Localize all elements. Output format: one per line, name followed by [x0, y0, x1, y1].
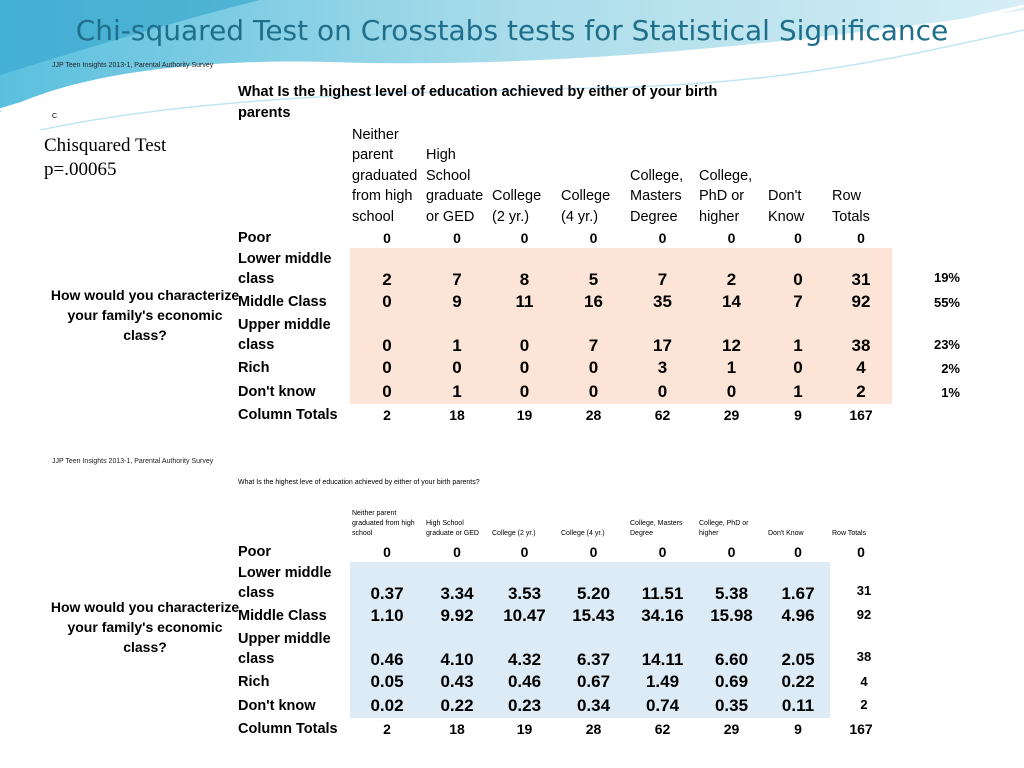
table-cell: 0	[350, 290, 424, 314]
column-header: College, Masters Degree	[630, 167, 684, 225]
table-row	[236, 562, 892, 604]
chisquared-result	[44, 134, 166, 182]
table-cell: 0	[490, 356, 559, 380]
source-label-top: JJP Teen Insights 2013-1, Parental Authority Survey	[52, 62, 214, 69]
table-cell: 1	[697, 356, 766, 380]
table-cell: 3.53	[490, 562, 559, 604]
row-label: Rich	[238, 674, 270, 690]
column-question-small: What Is the highest leve of education achieved by either of your birth parents?	[238, 479, 480, 486]
table-cell: 0	[559, 380, 628, 404]
table-cell: 0.22	[424, 694, 490, 718]
chisquared-test-label: Chisquared Test	[44, 135, 167, 156]
table-cell: 0	[658, 229, 667, 246]
table-cell: 0	[794, 229, 802, 246]
c-mark: C	[52, 113, 58, 120]
table-row	[236, 604, 892, 628]
table-cell: 9	[794, 407, 802, 423]
table-cell: 18	[449, 721, 465, 737]
table-cell: 1	[424, 314, 490, 356]
table-cell: 3.34	[424, 562, 490, 604]
row-label: Column Totals	[238, 721, 338, 737]
table-row	[236, 356, 892, 380]
table-cell: 0.11	[766, 694, 830, 718]
table-cell: 38	[830, 314, 892, 356]
table-cell: 0.67	[559, 670, 628, 694]
table-cell: 0	[727, 229, 736, 246]
table-cell: 4.96	[766, 604, 830, 628]
table-cell: 0.43	[424, 670, 490, 694]
table-cell: 0.05	[350, 670, 424, 694]
table-cell: 7	[424, 248, 490, 290]
table-cell: 0.22	[766, 670, 830, 694]
table-cell: 0	[857, 543, 865, 560]
column-header: High School graduate or GED	[426, 520, 479, 537]
table-cell: 14	[697, 290, 766, 314]
table-cell: 0.46	[490, 670, 559, 694]
table-cell: 29	[723, 721, 740, 737]
table-cell: 4.10	[424, 628, 490, 670]
table-cell: 5.20	[559, 562, 628, 604]
row-label: Rich	[238, 360, 270, 376]
row-label: Don't know	[238, 384, 316, 400]
table-cell: 0	[453, 229, 461, 246]
column-header: Row Totals	[832, 188, 870, 225]
table-cell: 31	[830, 248, 892, 290]
table-row	[236, 227, 892, 248]
column-header: Don't Know	[768, 188, 805, 225]
slide-title: Chi-squared Test on Crosstabs tests for Statistical Significance	[75, 14, 949, 47]
header-row	[236, 123, 892, 227]
table-cell: 18	[449, 407, 465, 423]
table-cell: 6.37	[559, 628, 628, 670]
table-cell: 16	[559, 290, 628, 314]
table-row-totals	[236, 718, 892, 740]
table-cell: 0	[589, 543, 598, 560]
table-row	[236, 290, 892, 314]
table-cell: 34.16	[628, 604, 697, 628]
row-label: Upper middle class	[238, 631, 331, 667]
table-cell: 28	[585, 721, 602, 737]
table-cell: 35	[628, 290, 697, 314]
table-cell: 0	[766, 356, 830, 380]
table-cell: 0	[520, 543, 529, 560]
table-cell: 2	[383, 407, 391, 423]
table-cell: 0.37	[350, 562, 424, 604]
table-row	[236, 694, 892, 718]
table-row	[236, 380, 892, 404]
expected-table	[236, 505, 892, 740]
table-cell: 9	[424, 290, 490, 314]
table-cell: 5.38	[697, 562, 766, 604]
table-cell: 0	[350, 356, 424, 380]
row-label: Lower middle class	[238, 251, 332, 287]
table-cell: 0	[857, 229, 865, 246]
table-cell: 8	[490, 248, 559, 290]
row-label: Don't know	[238, 698, 316, 714]
table-row	[236, 314, 892, 356]
column-question: What Is the highest level of education achieved by either of your birth parents	[238, 84, 718, 121]
table-cell: 0.46	[350, 628, 424, 670]
table-cell: 0	[490, 314, 559, 356]
row-percent: 19%	[933, 270, 960, 285]
table-cell: 7	[628, 248, 697, 290]
table-cell: 4	[830, 356, 892, 380]
row-label: Poor	[238, 229, 272, 246]
table-cell: 0	[559, 356, 628, 380]
table-cell: 2	[383, 721, 391, 737]
table-cell: 29	[723, 407, 740, 423]
column-header: College (2 yr.)	[492, 530, 536, 537]
table-cell: 0.35	[697, 694, 766, 718]
table-cell: 1.10	[350, 604, 424, 628]
table-cell: 62	[654, 721, 671, 737]
row-label: Lower middle class	[238, 565, 332, 601]
table-cell: 12	[697, 314, 766, 356]
column-header: College, PhD or higher	[699, 167, 753, 225]
row-percent: 2%	[941, 361, 960, 376]
header-row	[236, 505, 892, 541]
table-cell: 0	[424, 356, 490, 380]
row-label: Middle Class	[238, 294, 327, 310]
row-label: Upper middle class	[238, 317, 331, 353]
column-header: High School graduate or GED	[426, 147, 484, 225]
table-cell: 28	[585, 407, 602, 423]
column-header: Don't Know	[768, 530, 804, 537]
table-row-totals	[236, 404, 892, 426]
table-cell: 167	[849, 407, 873, 423]
column-header: College, PhD or higher	[699, 520, 749, 537]
table-cell: 0	[727, 543, 736, 560]
table-cell: 0	[453, 543, 461, 560]
table-cell: 0	[794, 543, 802, 560]
row-total: 92	[856, 607, 872, 622]
table-cell: 0	[490, 380, 559, 404]
column-header: College, Masters Degree	[630, 520, 683, 537]
table-row	[236, 541, 892, 562]
column-header: College (2 yr.)	[492, 188, 542, 225]
p-value: p=.00065	[44, 159, 117, 180]
table-cell: 62	[654, 407, 671, 423]
table-cell: 0.23	[490, 694, 559, 718]
column-header: Neither parent graduated from high school	[352, 126, 418, 225]
row-total: 38	[856, 649, 872, 664]
table-cell: 92	[830, 290, 892, 314]
table-cell: 15.98	[697, 604, 766, 628]
row-total: 2	[860, 697, 868, 712]
table-cell: 5	[559, 248, 628, 290]
column-header: College (4 yr.)	[561, 530, 605, 537]
observed-table	[236, 123, 892, 426]
table-cell: 9.92	[424, 604, 490, 628]
table-cell: 1.67	[766, 562, 830, 604]
row-percent: 23%	[933, 337, 960, 352]
column-header: Neither parent graduated from high school	[352, 510, 415, 537]
table-cell: 2.05	[766, 628, 830, 670]
table-cell: 7	[766, 290, 830, 314]
table-cell: 7	[559, 314, 628, 356]
row-total: 4	[860, 674, 868, 689]
column-header: College (4 yr.)	[561, 188, 611, 225]
table-cell: 2	[830, 380, 892, 404]
table-cell: 167	[849, 721, 873, 737]
table-cell: 0	[350, 314, 424, 356]
row-total: 31	[856, 583, 872, 598]
table-row	[236, 628, 892, 670]
table-cell: 0	[589, 229, 598, 246]
table-cell: 9	[794, 721, 802, 737]
table-cell: 2	[350, 248, 424, 290]
table-row	[236, 670, 892, 694]
row-label: Column Totals	[238, 407, 338, 423]
row-percent: 1%	[941, 385, 960, 400]
table-cell: 1.49	[628, 670, 697, 694]
column-header: Row Totals	[832, 530, 867, 537]
row-label: Poor	[238, 543, 272, 560]
table-cell: 0.69	[697, 670, 766, 694]
table-cell: 0.34	[559, 694, 628, 718]
table-cell: 0.74	[628, 694, 697, 718]
table-cell: 0	[697, 380, 766, 404]
table-cell: 4.32	[490, 628, 559, 670]
table-cell: 1	[766, 314, 830, 356]
row-question-bottom: How would you characterize your family's economic class?	[50, 599, 240, 655]
table-cell: 0	[383, 229, 391, 246]
table-cell: 1	[766, 380, 830, 404]
table-cell: 0	[766, 248, 830, 290]
table-cell: 19	[516, 721, 533, 737]
table-cell: 15.43	[559, 604, 628, 628]
table-cell: 6.60	[697, 628, 766, 670]
table-cell: 3	[628, 356, 697, 380]
table-cell: 0	[350, 380, 424, 404]
source-label-bottom: JJP Teen Insights 2013-1, Parental Authority Survey	[52, 458, 214, 465]
table-cell: 11	[490, 290, 559, 314]
table-cell: 2	[697, 248, 766, 290]
table-cell: 0.02	[350, 694, 424, 718]
table-cell: 0	[383, 543, 391, 560]
table-cell: 11.51	[628, 562, 697, 604]
table-cell: 0	[628, 380, 697, 404]
row-label: Middle Class	[238, 608, 327, 624]
table-cell: 1	[424, 380, 490, 404]
table-cell: 14.11	[628, 628, 697, 670]
row-percent: 55%	[933, 295, 960, 310]
table-cell: 19	[516, 407, 533, 423]
table-row	[236, 248, 892, 290]
table-cell: 17	[628, 314, 697, 356]
row-question-top: How would you characterize your family's economic class?	[50, 287, 240, 343]
table-cell: 0	[520, 229, 529, 246]
table-cell: 10.47	[490, 604, 559, 628]
table-cell: 0	[658, 543, 667, 560]
